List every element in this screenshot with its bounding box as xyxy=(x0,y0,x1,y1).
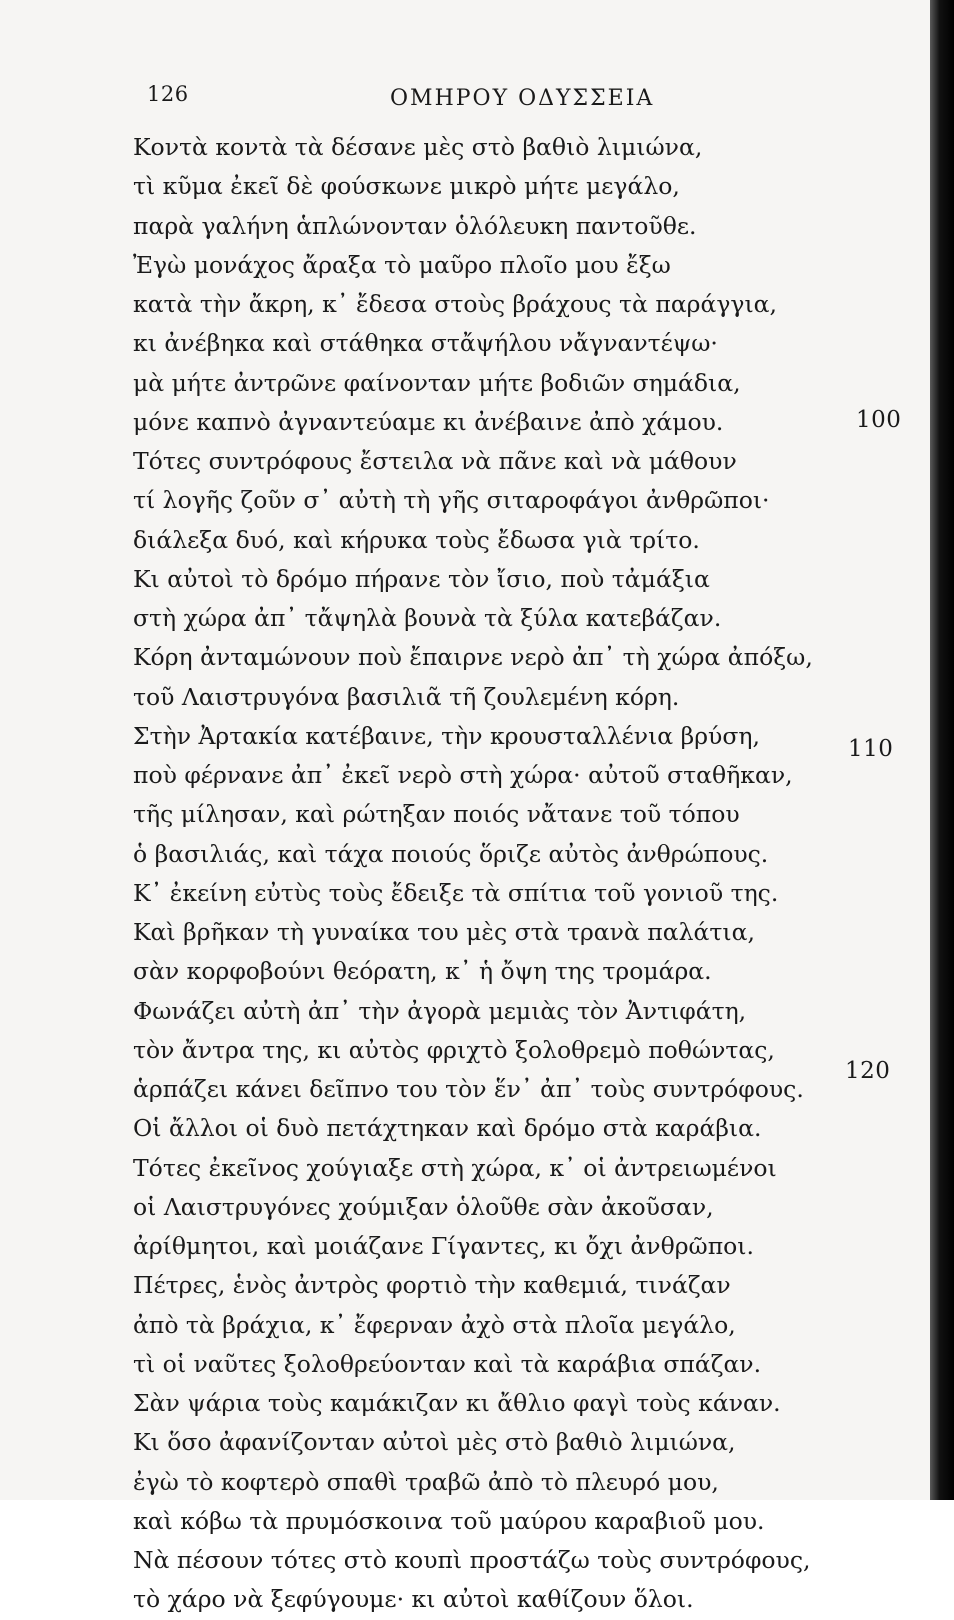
verse-line: Ἐγὼ μονάχος ἄραξα τὸ μαῦρο πλοῖο μου ἔξω xyxy=(133,250,671,279)
line-number-100: 100 xyxy=(856,407,902,433)
verse-line: τὸ χάρο νὰ ξεφύγουμε· κι αὐτοὶ καθίζουν ὅλοι. xyxy=(133,1585,694,1614)
verse-line: Σὰν ψάρια τοὺς καμάκιζαν κι ἄθλιο φαγὶ τοὺς κάναν. xyxy=(133,1389,781,1417)
verse-line: ποὺ φέρνανε ἀπ᾿ ἐκεῖ νερὸ στὴ χώρα· αὐτοῦ σταθῆκαν, xyxy=(133,761,793,789)
running-title: ΟΜΗΡΟΥ ΟΔΥΣΣΕΙΑ xyxy=(390,86,655,111)
verse-line: ἀρίθμητοι, καὶ μοιάζανε Γίγαντες, κι ὄχι ἀνθρῶποι. xyxy=(133,1232,754,1260)
verse-line: τὶ κῦμα ἐκεῖ δὲ φούσκωνε μικρὸ μήτε μεγάλο, xyxy=(133,172,680,201)
verse-line: Οἱ ἄλλοι οἱ δυὸ πετάχτηκαν καὶ δρόμο στὰ καράβια. xyxy=(133,1114,762,1143)
page-number: 126 xyxy=(147,82,189,106)
verse-line: τὸν ἄντρα της, κι αὐτὸς φριχτὸ ξολοθρεμὸ ποθώντας, xyxy=(133,1035,775,1064)
verse-line: κατὰ τὴν ἄκρη, κ᾿ ἔδεσα στοὺς βράχους τὰ παράγγια, xyxy=(133,290,778,318)
verse-line: ἀπὸ τὰ βράχια, κ᾿ ἔφερναν ἀχὸ στὰ πλοῖα μεγάλο, xyxy=(133,1310,736,1339)
verse-line: κι ἀνέβηκα καὶ στάθηκα στἄψήλου νἄγναντέψω· xyxy=(133,329,718,358)
verse-line: σὰν κορφοβούνι θεόρατη, κ᾿ ἡ ὄψη της τρομάρα. xyxy=(133,957,712,986)
verse-line: μόνε καπνὸ ἀγναντεύαμε κι ἀνέβαινε ἀπὸ χάμου. xyxy=(133,407,724,436)
verse-line: Κ᾿ ἐκείνη εὐτὺς τοὺς ἔδειξε τὰ σπίτια τοῦ γονιοῦ της. xyxy=(133,878,779,907)
verse-line: Στὴν Ἀρτακία κατέβαινε, τὴν κρουσταλλένια βρύση, xyxy=(133,721,760,750)
verse-line: τὶ οἱ ναῦτες ξολοθρεύονταν καὶ τὰ καράβια σπάζαν. xyxy=(133,1349,762,1378)
line-number-120: 120 xyxy=(845,1058,891,1084)
verse-line: Κι αὐτοὶ τὸ δρόμο πήρανε τὸν ἴσιο, ποὺ τἀμάξια xyxy=(133,564,710,593)
verse-line: τῆς μίλησαν, καὶ ρώτηξαν ποιός νἄτανε τοῦ τόπου xyxy=(133,800,740,829)
page-edge-shadow xyxy=(930,0,954,1500)
verse-line: στὴ χώρα ἀπ᾿ τἄψηλὰ βουνὰ τὰ ξύλα κατεβάζαν. xyxy=(133,604,722,632)
verse-line: παρὰ γαλήνη ἁπλώνονταν ὁλόλευκη παντοῦθε. xyxy=(133,211,697,240)
verse-line: Κόρη ἀνταμώνουν ποὺ ἔπαιρνε νερὸ ἀπ᾿ τὴ χώρα ἀπόξω, xyxy=(133,643,813,672)
verse-line: Νὰ πέσουν τότες στὸ κουπὶ προστάζω τοὺς συντρόφους, xyxy=(133,1546,811,1574)
verse-line: ἁρπάζει κάνει δεῖπνο του τὸν ἕν᾿ ἀπ᾿ τοὺς συντρόφους. xyxy=(133,1075,804,1103)
verse-line: ὁ βασιλιάς, καὶ τάχα ποιούς ὅριζε αὐτὸς ἀνθρώπους. xyxy=(133,839,769,868)
verse-line: διάλεξα δυό, καὶ κήρυκα τοὺς ἔδωσα γιὰ τρίτο. xyxy=(133,525,700,554)
line-number-110: 110 xyxy=(848,736,894,762)
verse-line: μὰ μήτε ἀντρῶνε φαίνονταν μήτε βοδιῶν σημάδια, xyxy=(133,368,741,397)
verse-line: Κι ὅσο ἀφανίζονταν αὐτοὶ μὲς στὸ βαθιὸ λιμιώνα, xyxy=(133,1428,736,1457)
verse-line: Κοντὰ κοντὰ τὰ δέσανε μὲς στὸ βαθιὸ λιμιώνα, xyxy=(133,133,703,161)
verse-line: οἱ Λαιστρυγόνες χούμιξαν ὁλοῦθε σὰν ἀκοῦσαν, xyxy=(133,1192,714,1221)
verse-line: Πέτρες, ἑνὸς ἀντρὸς φορτιὸ τὴν καθεμιά, τινάζαν xyxy=(133,1271,731,1300)
poem-text xyxy=(133,128,833,1620)
verse-line: Τότες ἐκεῖνος χούγιαξε στὴ χώρα, κ᾿ οἱ ἀντρειωμένοι xyxy=(133,1153,777,1182)
verse-line: καὶ κόβω τὰ πρυμόσκοινα τοῦ μαύρου καραβιοῦ μου. xyxy=(133,1506,765,1535)
verse-line: Τότες συντρόφους ἔστειλα νὰ πᾶνε καὶ νὰ μάθουν xyxy=(133,447,737,475)
verse-line: ἐγὼ τὸ κοφτερὸ σπαθὶ τραβῶ ἀπὸ τὸ πλευρό μου, xyxy=(133,1467,719,1496)
verse-line: Καὶ βρῆκαν τὴ γυναίκα του μὲς στὰ τρανὰ παλάτια, xyxy=(133,918,755,946)
verse-line: τοῦ Λαιστρυγόνα βασιλιᾶ τη̃ ζουλεμένη κόρη. xyxy=(133,682,680,711)
verse-line: τί λογῆς ζοῦν σ᾿ αὐτὴ τὴ γῆς σιταροφάγοι ἀνθρῶποι· xyxy=(133,486,770,515)
verse-line: Φωνάζει αὐτὴ ἀπ᾿ τὴν ἀγορὰ μεμιὰς τὸν Ἀντιφάτη, xyxy=(133,996,747,1025)
